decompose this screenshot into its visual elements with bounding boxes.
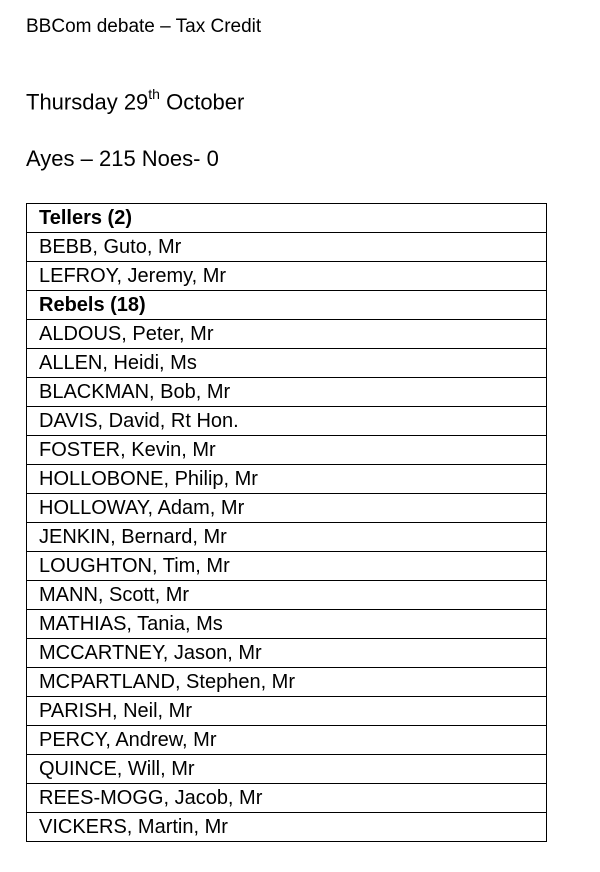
rebel-name: BLACKMAN, Bob, Mr [27,378,547,407]
tellers-header-row [27,204,547,233]
date-day: Thursday 29 [26,89,149,115]
rebel-name: MCCARTNEY, Jason, Mr [27,639,547,668]
rebel-name: ALLEN, Heidi, Ms [27,349,547,378]
rebel-row [27,784,547,813]
rebel-row [27,494,547,523]
document-title: BBCom debate – Tax Credit [26,16,262,37]
rebel-name: QUINCE, Will, Mr [27,755,547,784]
rebel-row [27,378,547,407]
date-ordinal-suffix: th [148,86,160,102]
rebel-name: FOSTER, Kevin, Mr [27,436,547,465]
rebel-name: MATHIAS, Tania, Ms [27,610,547,639]
date-month: October [159,89,245,115]
rebel-row [27,465,547,494]
rebel-name: MANN, Scott, Mr [27,581,547,610]
rebel-row [27,697,547,726]
rebel-name: HOLLOWAY, Adam, Mr [27,494,547,523]
rebel-row [27,813,547,842]
rebel-row [27,320,547,349]
teller-name: LEFROY, Jeremy, Mr [27,262,547,291]
rebels-heading: Rebels (18) [27,291,547,320]
rebel-row [27,610,547,639]
rebel-name: MCPARTLAND, Stephen, Mr [27,668,547,697]
teller-row [27,262,547,291]
rebel-name: JENKIN, Bernard, Mr [27,523,547,552]
rebel-name: ALDOUS, Peter, Mr [27,320,547,349]
tellers-heading: Tellers (2) [27,204,547,233]
rebel-name: LOUGHTON, Tim, Mr [27,552,547,581]
rebel-name: PARISH, Neil, Mr [27,697,547,726]
rebel-name: PERCY, Andrew, Mr [27,726,547,755]
rebel-name: VICKERS, Martin, Mr [27,813,547,842]
rebel-row [27,407,547,436]
rebels-header-row [27,291,547,320]
rebel-row [27,523,547,552]
rebel-row [27,581,547,610]
rebel-row [27,552,547,581]
rebel-row [27,755,547,784]
rebel-row [27,349,547,378]
teller-row [27,233,547,262]
rebel-row [27,668,547,697]
rebel-row [27,639,547,668]
rebel-row [27,436,547,465]
division-list-table [26,203,547,842]
rebel-row [27,726,547,755]
teller-name: BEBB, Guto, Mr [27,233,547,262]
rebel-name: DAVIS, David, Rt Hon. [27,407,547,436]
rebel-name: REES-MOGG, Jacob, Mr [27,784,547,813]
rebel-name: HOLLOBONE, Philip, Mr [27,465,547,494]
vote-result: Ayes – 215 Noes- 0 [26,146,219,171]
debate-date [26,83,244,115]
